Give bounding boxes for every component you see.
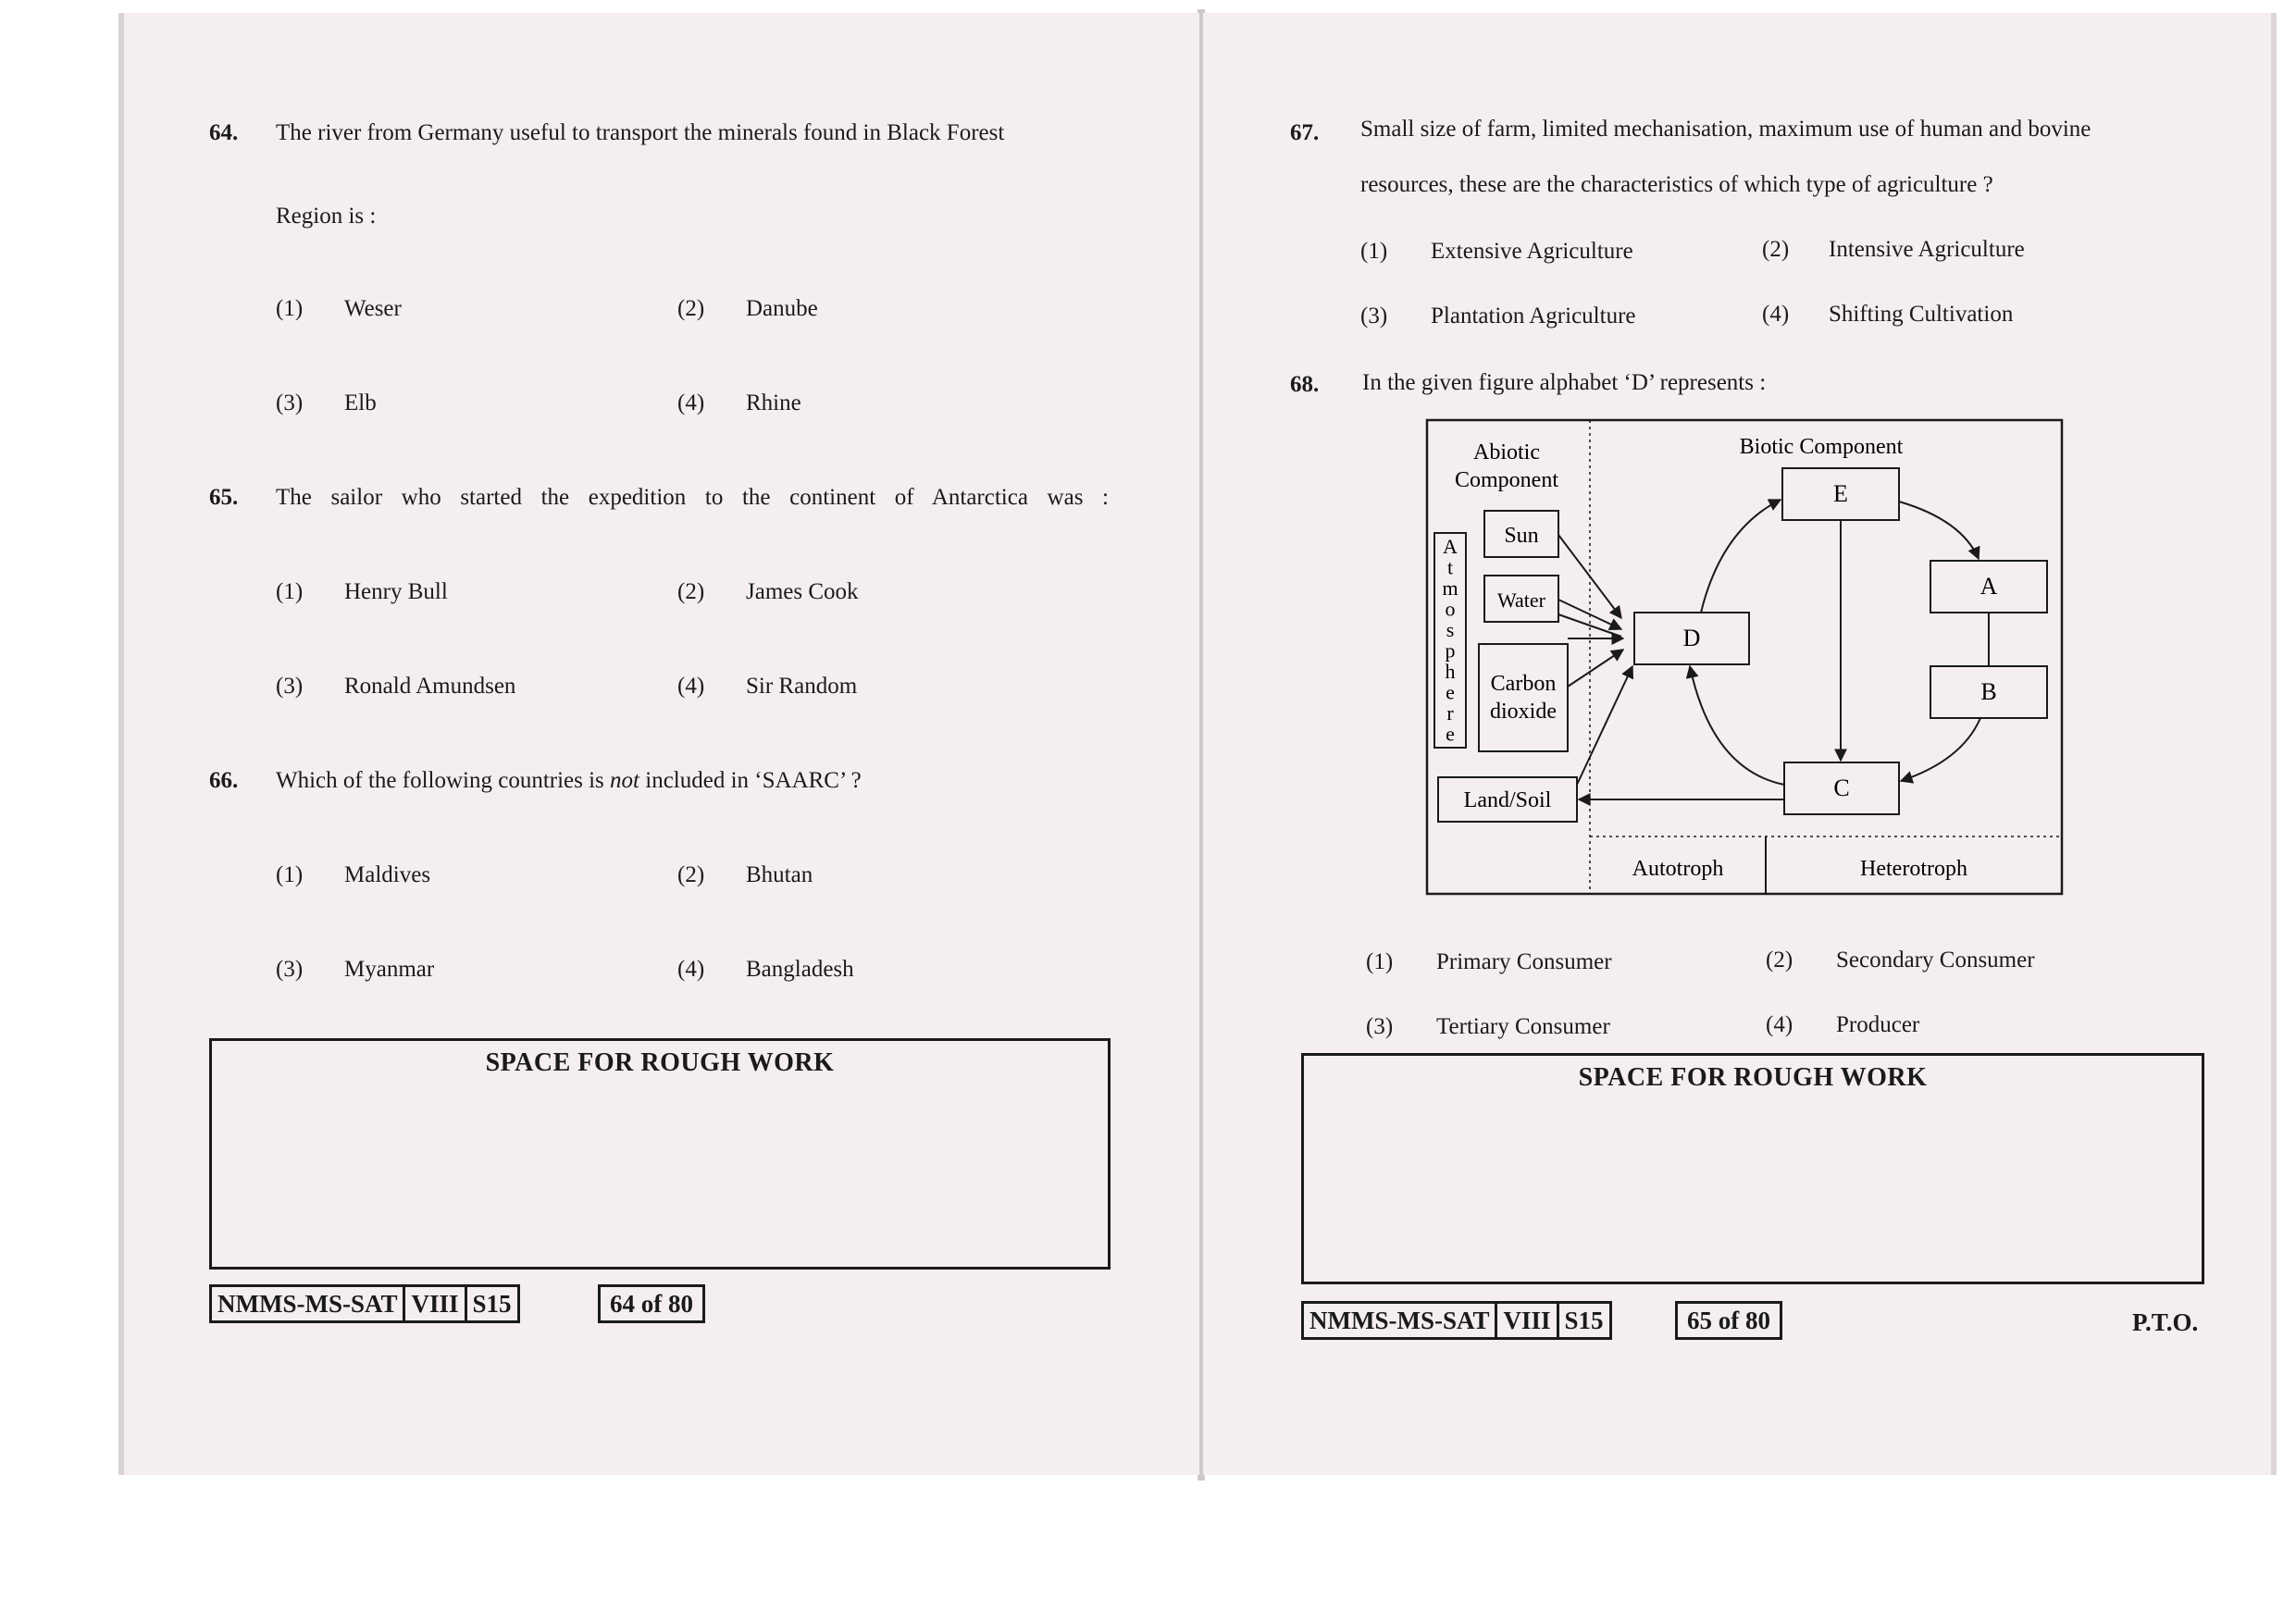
q66-option-1[interactable]: Maldives xyxy=(344,862,431,887)
q67-option-2-num: (2) xyxy=(1762,237,1790,262)
node-e-label: E xyxy=(1833,480,1848,507)
q65-option-3-num: (3) xyxy=(276,674,304,699)
pto-label: P.T.O. xyxy=(2132,1308,2199,1336)
page-number-box: 65 of 80 xyxy=(1675,1301,1782,1340)
question-66-number: 66. xyxy=(209,768,239,793)
autotroph-label: Autotroph xyxy=(1632,857,1724,881)
arrow-soil-to-d xyxy=(1577,666,1632,785)
q66-option-4-num: (4) xyxy=(677,957,705,982)
question-68-number: 68. xyxy=(1290,372,1320,397)
atmosphere-letter: h xyxy=(1445,660,1456,683)
q68-option-3-num: (3) xyxy=(1366,1014,1394,1039)
atmosphere-letter: e xyxy=(1446,722,1455,746)
ecosystem-diagram xyxy=(1425,418,2064,899)
q66-option-1-num: (1) xyxy=(276,862,304,887)
q65-option-3[interactable]: Ronald Amundsen xyxy=(344,674,516,699)
q66-option-3-num: (3) xyxy=(276,957,304,982)
footer-exam-code: NMMS-MS-SAT xyxy=(209,1284,405,1323)
left-page xyxy=(118,13,1199,1475)
question-64-text: The river from Germany useful to transport the minerals found in Black Forest xyxy=(276,120,1005,145)
question-65-number: 65. xyxy=(209,485,239,510)
sun-label: Sun xyxy=(1504,524,1539,548)
rough-work-title: SPACE FOR ROUGH WORK xyxy=(485,1048,835,1077)
biotic-title: Biotic Component xyxy=(1739,435,1904,459)
q65-option-4-num: (4) xyxy=(677,674,705,699)
q64-option-2-num: (2) xyxy=(677,296,705,321)
q67-option-1[interactable]: Extensive Agriculture xyxy=(1431,239,1633,264)
q65-option-2-num: (2) xyxy=(677,579,705,604)
question-67-number: 67. xyxy=(1290,120,1320,145)
node-a-label: A xyxy=(1980,573,1998,600)
q67-option-4-num: (4) xyxy=(1762,302,1790,327)
footer-exam-code: NMMS-MS-SAT xyxy=(1301,1301,1497,1340)
q66-option-2[interactable]: Bhutan xyxy=(746,862,813,887)
q65-option-2[interactable]: James Cook xyxy=(746,579,859,604)
q64-option-3[interactable]: Elb xyxy=(344,390,377,415)
question-67-text-line2: resources, these are the characteristics of which type of agriculture ? xyxy=(1360,172,1993,197)
q67-option-3[interactable]: Plantation Agriculture xyxy=(1431,304,1636,328)
node-d-label: D xyxy=(1682,625,1701,651)
question-66-text: Which of the following countries is not included in ‘SAARC’ ? xyxy=(276,768,862,793)
arrow-c-to-d xyxy=(1690,666,1784,785)
atmosphere-label xyxy=(1442,535,1458,746)
q64-option-2[interactable]: Danube xyxy=(746,296,818,321)
q68-option-4-num: (4) xyxy=(1766,1012,1793,1037)
carbon-dioxide-box xyxy=(1479,644,1568,751)
arrow-e-to-a xyxy=(1899,502,1979,559)
heterotroph-label: Heterotroph xyxy=(1860,857,1967,881)
q66-option-4[interactable]: Bangladesh xyxy=(746,957,854,982)
q65-option-1-num: (1) xyxy=(276,579,304,604)
node-c-label: C xyxy=(1833,774,1850,801)
rough-work-box[interactable] xyxy=(1301,1053,2204,1284)
q67-option-2[interactable]: Intensive Agriculture xyxy=(1829,237,2025,262)
footer-set: S15 xyxy=(1559,1301,1612,1340)
atmosphere-letter: r xyxy=(1446,701,1454,725)
q66-option-3[interactable]: Myanmar xyxy=(344,957,435,982)
q64-option-1[interactable]: Weser xyxy=(344,296,402,321)
atmosphere-letter: e xyxy=(1446,680,1455,704)
q68-option-3[interactable]: Tertiary Consumer xyxy=(1436,1014,1610,1039)
abiotic-title-line1: Abiotic xyxy=(1473,440,1540,465)
footer-code-box xyxy=(209,1284,520,1323)
page-number-box: 64 of 80 xyxy=(598,1284,705,1323)
footer-class: VIII xyxy=(1497,1301,1558,1340)
q68-option-2[interactable]: Secondary Consumer xyxy=(1836,948,2035,973)
footer-class: VIII xyxy=(405,1284,466,1323)
q65-option-4[interactable]: Sir Random xyxy=(746,674,858,699)
arrow-sun-to-d xyxy=(1558,535,1621,618)
question-64-number: 64. xyxy=(209,120,239,145)
q67-option-3-num: (3) xyxy=(1360,304,1388,328)
question-68-text: In the given figure alphabet ‘D’ represents : xyxy=(1362,370,1767,395)
question-65-text: The sailor who started the expedition to the continent of Antarctica was : xyxy=(276,485,1109,510)
q66-option-2-num: (2) xyxy=(677,862,705,887)
atmosphere-letter: A xyxy=(1443,535,1458,558)
q67-option-1-num: (1) xyxy=(1360,239,1388,264)
q64-option-3-num: (3) xyxy=(276,390,304,415)
atmosphere-letter: s xyxy=(1446,618,1455,641)
arrow-carbon-to-d xyxy=(1568,650,1623,687)
footer-set: S15 xyxy=(467,1284,520,1323)
carbon-label-line1: Carbon xyxy=(1490,672,1557,696)
abiotic-title-line2: Component xyxy=(1455,468,1558,492)
arrow-d-to-e xyxy=(1701,500,1781,613)
arrow-b-to-c xyxy=(1901,718,1980,781)
q68-option-2-num: (2) xyxy=(1766,948,1793,973)
q64-option-1-num: (1) xyxy=(276,296,304,321)
water-label: Water xyxy=(1497,588,1545,612)
atmosphere-letter: o xyxy=(1445,597,1456,621)
q64-option-4[interactable]: Rhine xyxy=(746,390,801,415)
q68-option-1-num: (1) xyxy=(1366,949,1394,974)
rough-work-title: SPACE FOR ROUGH WORK xyxy=(1578,1063,1928,1092)
q68-option-1[interactable]: Primary Consumer xyxy=(1436,949,1612,974)
atmosphere-letter: t xyxy=(1446,555,1454,579)
q65-option-1[interactable]: Henry Bull xyxy=(344,579,448,604)
q64-option-4-num: (4) xyxy=(677,390,705,415)
node-b-label: B xyxy=(1980,678,1997,705)
q67-option-4[interactable]: Shifting Cultivation xyxy=(1829,302,2014,327)
footer-code-box xyxy=(1301,1301,1612,1340)
q68-option-4[interactable]: Producer xyxy=(1836,1012,1920,1037)
rough-work-box[interactable] xyxy=(209,1038,1111,1270)
right-page xyxy=(1203,13,2277,1475)
question-64-text-line2: Region is : xyxy=(276,204,377,229)
question-67-text: Small size of farm, limited mechanisation, maximum use of human and bovine xyxy=(1360,117,2091,142)
atmosphere-letter: m xyxy=(1442,576,1458,600)
carbon-label-line2: dioxide xyxy=(1490,700,1557,724)
atmosphere-letter: p xyxy=(1445,638,1456,663)
land-soil-label: Land/Soil xyxy=(1463,788,1552,812)
